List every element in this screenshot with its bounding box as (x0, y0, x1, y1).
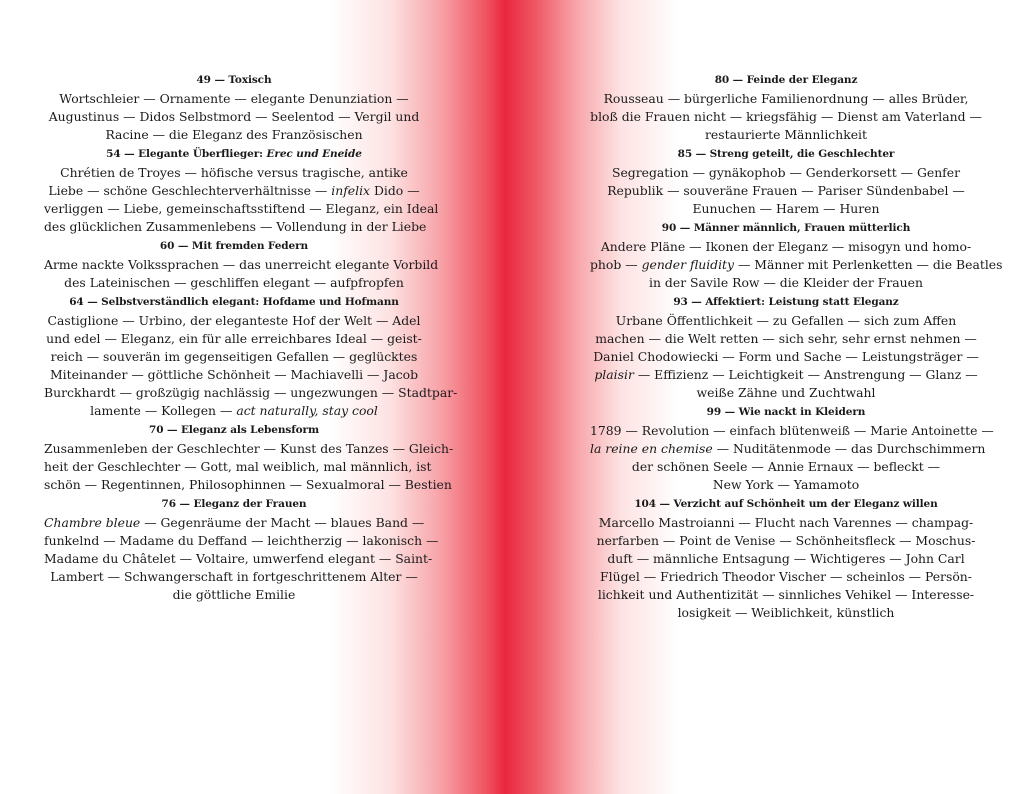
keyword-line: Rousseau — bürgerliche Familienordnung — alles Brüder, (603, 91, 969, 106)
keyword-line: reich — souverän im gegenseitigen Gefallen — geglücktes (50, 349, 418, 364)
keyword-line: weiße Zähne und Zuchtwahl (696, 385, 876, 400)
separator: — (676, 222, 694, 234)
keyword-line: New York — Yamamoto (712, 477, 860, 492)
toc-entry-heading (590, 497, 982, 512)
chapter-title: Wie nackt in Kleidern (738, 406, 866, 418)
chapter-title: Streng geteilt, die Geschlechter (709, 148, 895, 160)
keyword-line: Andere Pläne — Ikonen der Eleganz — misogyn und homo- (600, 239, 972, 254)
toc-entry (590, 221, 1003, 292)
page-number: 54 (106, 148, 121, 160)
keyword-line: nerfarben — Point de Venise — Schönheitsfleck — Moschus- (596, 533, 976, 548)
page-number: 70 (149, 424, 164, 436)
page-number: 80 (714, 74, 730, 86)
chapter-title: Selbstverständlich elegant: Hofdame und Hofmann (101, 296, 399, 308)
separator: — (721, 406, 739, 418)
chapter-title: Toxisch (228, 74, 272, 86)
keyword-line: 1789 — Revolution — einfach blütenweiß — Marie Antoinette — (590, 423, 994, 438)
keyword-line: des glücklichen Zusammenlebens — Vollendung in der Liebe (44, 219, 427, 234)
separator: — (175, 498, 194, 510)
toc-entry (44, 423, 454, 494)
keyword-line: des Lateinischen — geschliffen elegant — aufpfropfen (64, 275, 404, 290)
separator: — (655, 498, 674, 510)
keyword-line: Liebe — schöne Geschlechterverhältnisse — infelix Dido — (48, 183, 420, 198)
left-page (44, 73, 458, 607)
chapter-title: Affektiert: Leistung statt Eleganz (705, 296, 899, 308)
page-number: 49 (196, 74, 211, 86)
keyword-line: Chrétien de Troyes — höfische versus tragische, antike (60, 165, 408, 180)
toc-entry-heading (44, 423, 424, 438)
toc-entry (44, 497, 439, 604)
keyword-line: lamente — Kollegen — act naturally, stay cool (90, 403, 378, 418)
toc-entry-heading (590, 221, 982, 236)
toc-entry-heading (590, 405, 982, 420)
toc-entry-heading (44, 239, 424, 254)
separator: — (687, 296, 706, 308)
keyword-line: Urbane Öffentlichkeit — zu Gefallen — sich zum Affen (615, 313, 957, 328)
page-number: 85 (677, 148, 693, 160)
separator: — (83, 296, 102, 308)
keyword-line: phob — gender fluidity — Männer mit Perlenketten — die Beatles (590, 257, 1003, 272)
page-number: 90 (661, 222, 677, 234)
separator: — (729, 74, 747, 86)
keyword-line: duft — männliche Entsagung — Wichtigeres — John Carl (607, 551, 965, 566)
toc-entry (590, 73, 982, 144)
keyword-line: Republik — souveräne Frauen — Pariser Sündenbabel — (607, 183, 965, 198)
chapter-title: Mit fremden Federn (191, 240, 309, 252)
toc-entry (44, 295, 458, 420)
toc-entry (44, 73, 424, 144)
chapter-title: Eleganz als Lebensform (180, 424, 319, 436)
keyword-line: restaurierte Männlichkeit (704, 127, 868, 142)
separator: — (210, 74, 229, 86)
keyword-line: der schönen Seele — Annie Ernaux — befleckt — (631, 459, 941, 474)
keyword-line: verliggen — Liebe, gemeinschaftsstiftend — Eleganz, ein Ideal (44, 201, 439, 216)
keyword-line: Lambert — Schwangerschaft in fortgeschrittenem Alter — (50, 569, 418, 584)
toc-entry-heading (590, 295, 982, 310)
keyword-line: Castiglione — Urbino, der eleganteste Hof der Welt — Adel (47, 313, 421, 328)
keyword-line: heit der Geschlechter — Gott, mal weiblich, mal männlich, ist (44, 459, 432, 474)
toc-entry (590, 405, 994, 494)
keyword-line: Augustinus — Didos Selbstmord — Seelentod — Vergil und (48, 109, 420, 124)
keyword-line: Flügel — Friedrich Theodor Vischer — scheinlos — Persön- (600, 569, 972, 584)
page-number: 99 (706, 406, 722, 418)
page-number: 76 (161, 498, 176, 510)
keyword-line: Segregation — gynäkophob — Genderkorsett — Genfer (611, 165, 961, 180)
toc-entry-heading (590, 147, 982, 162)
chapter-title: Elegante Überflieger: (138, 148, 267, 160)
separator: — (163, 424, 181, 436)
keyword-line: schön — Regentinnen, Philosophinnen — Sexualmoral — Bestien (44, 477, 452, 492)
chapter-title: Verzicht auf Schönheit um der Eleganz willen (673, 498, 938, 510)
keyword-line: Wortschleier — Ornamente — elegante Denunziation — (59, 91, 409, 106)
toc-entry-heading (590, 73, 982, 88)
toc-entry-heading (44, 295, 424, 310)
keyword-line: und edel — Eleganz, ein für alle erreichbares Ideal — geist- (46, 331, 422, 346)
keyword-line: Marcello Mastroianni — Flucht nach Varennes — champag- (598, 515, 974, 530)
toc-entry (590, 497, 982, 622)
page-number: 60 (159, 240, 175, 252)
toc-entry-heading (44, 497, 424, 512)
chapter-title: Männer männlich, Frauen mütterlich (693, 222, 911, 234)
keyword-line: plaisir — Effizienz — Leichtigkeit — Anstrengung — Glanz — (594, 367, 978, 382)
keyword-line: Arme nackte Volkssprachen — das unerreicht elegante Vorbild (44, 257, 439, 272)
chapter-title: Feinde der Eleganz (746, 74, 858, 86)
chapter-title: Eleganz der Frauen (193, 498, 307, 510)
keyword-line: funkelnd — Madame du Deffand — leichtherzig — lakonisch — (44, 533, 439, 548)
separator: — (692, 148, 710, 160)
right-page (590, 73, 1003, 625)
keyword-line: Zusammenleben der Geschlechter — Kunst des Tanzes — Gleich- (44, 441, 454, 456)
keyword-line: Madame du Châtelet — Voltaire, umwerfend elegant — Saint- (44, 551, 433, 566)
keyword-line: losigkeit — Weiblichkeit, künstlich (677, 605, 895, 620)
page-number: 104 (634, 498, 656, 510)
keyword-line: la reine en chemise — Nuditätenmode — das Durchschimmern (590, 441, 986, 456)
toc-entry (590, 295, 982, 402)
keyword-line: Daniel Chodowiecki — Form und Sache — Leistungsträger — (593, 349, 979, 364)
keyword-line: Eunuchen — Harem — Huren (692, 201, 880, 216)
keyword-line: Racine — die Eleganz des Französischen (105, 127, 363, 142)
separator: — (174, 240, 192, 252)
keyword-line: lichkeit und Authentizität — sinnliches Vehikel — Interesse- (597, 587, 975, 602)
toc-entry (44, 239, 439, 292)
keyword-line: Burckhardt — großzügig nachlässig — ungezwungen — Stadtpar- (44, 385, 458, 400)
separator: — (120, 148, 139, 160)
keyword-line: die göttliche Emilie (172, 587, 296, 602)
keyword-line: machen — die Welt retten — sich sehr, sehr ernst nehmen — (595, 331, 977, 346)
chapter-title-italic: Erec und Eneide (266, 148, 362, 160)
toc-entry-heading (44, 147, 424, 162)
keyword-line: Chambre bleue — Gegenräume der Macht — blaues Band — (44, 515, 425, 530)
toc-entry-heading (44, 73, 424, 88)
toc-entry (590, 147, 982, 218)
keyword-line: Miteinander — göttliche Schönheit — Machiavelli — Jacob (49, 367, 419, 382)
keyword-line: in der Savile Row — die Kleider der Frauen (649, 275, 923, 290)
page-number: 93 (673, 296, 688, 308)
toc-entry (44, 147, 439, 236)
page-number: 64 (69, 296, 84, 308)
keyword-line: bloß die Frauen nicht — kriegsfähig — Dienst am Vaterland — (590, 109, 982, 124)
